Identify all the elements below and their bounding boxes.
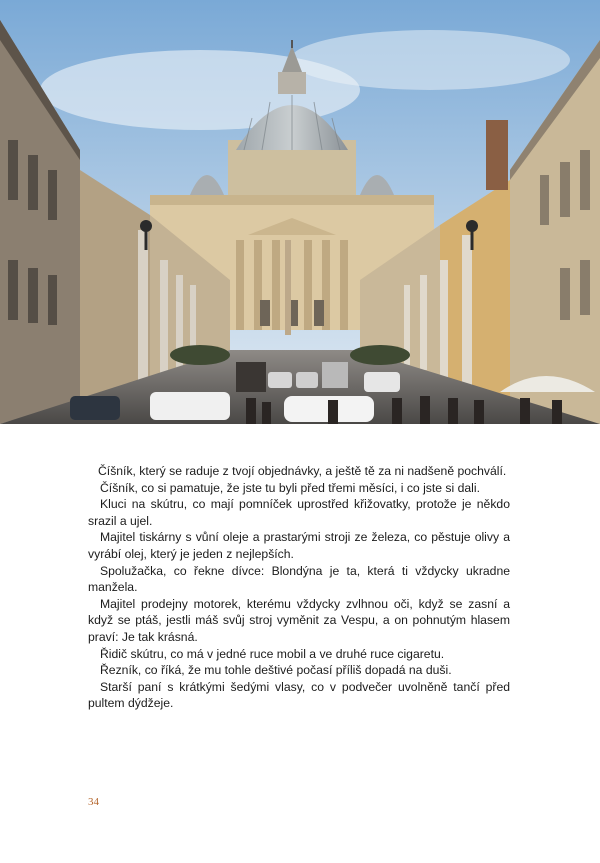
paragraph: Řezník, co říká, že mu tohle deštivé počasí příliš dopadá na duši.	[100, 663, 452, 678]
paragraph: Majitel tiskárny s vůní oleje a prastarými stroji ze železa, co pěstuje olivy a vyrábí olej, který je jeden z nejlepších.	[88, 530, 510, 561]
paragraph: Číšník, co si pamatuje, že jste tu byli před třemi měsíci, i co jste si dali.	[100, 480, 480, 495]
body-text	[88, 463, 510, 712]
page-number: 34	[88, 796, 99, 808]
basilica-photo	[0, 0, 600, 424]
paragraph: Majitel prodejny motorek, kterému vždycky zvlhnou oči, když se zasní a když se ptáš, jestli máš svůj stroj vyměnit za Vespu, a on pohnutým hlasem praví: Je tak krásná.	[88, 596, 510, 644]
paragraph: Starší paní s krátkými šedými vlasy, co v podvečer uvolněně tančí před pultem dýdžeje.	[88, 679, 510, 711]
paragraph: Číšník, který se raduje z tvojí objednávky, a ještě tě za ni nadšeně pochválí.	[98, 464, 507, 478]
paragraph: Řidič skútru, co má v jedné ruce mobil a ve druhé ruce cigaretu.	[100, 646, 445, 661]
paragraph: Kluci na skútru, co mají pomníček uprostřed křižovatky, protože je někdo srazil a ujel.	[88, 497, 510, 528]
paragraph: Spolužačka, co řekne dívce: Blondýna je ta, která ti vždycky ukradne manžela.	[88, 563, 510, 595]
